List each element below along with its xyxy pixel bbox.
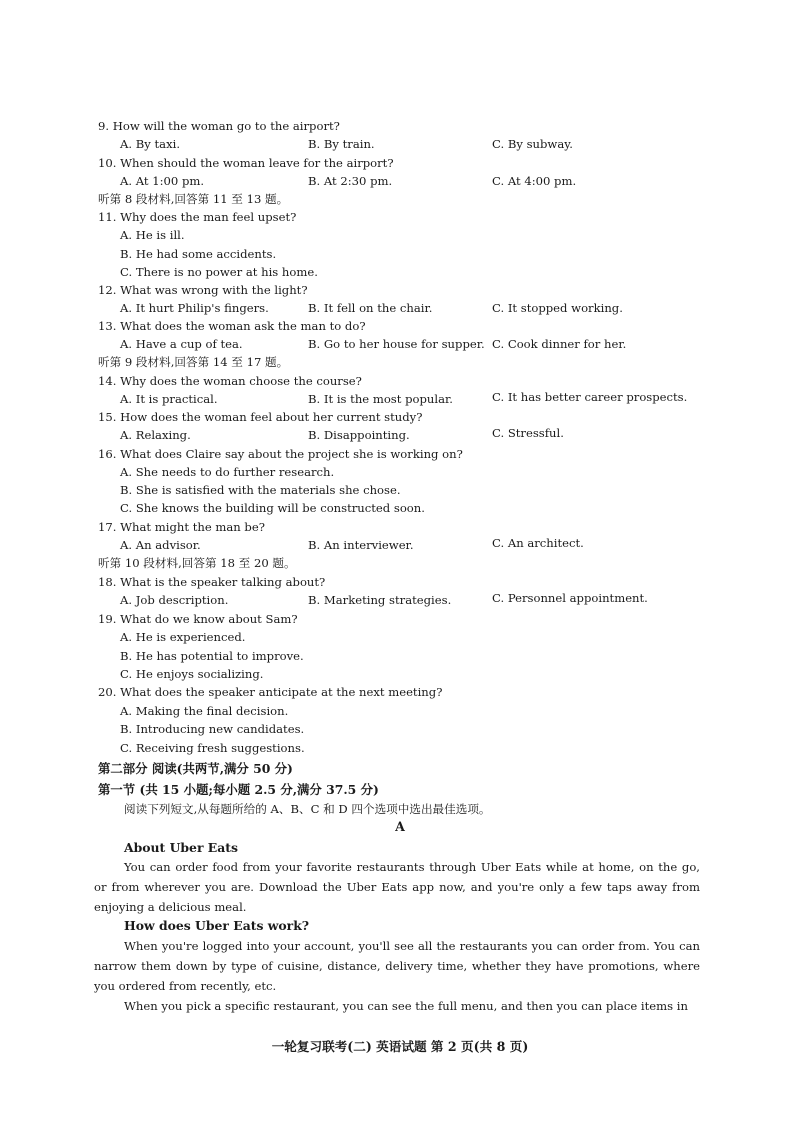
passage-letter: A	[395, 819, 405, 834]
question-19-stem: 19. What do we know about Sam?	[98, 612, 298, 626]
question-13-option-b: B. Go to her house for supper.	[308, 337, 485, 351]
question-19-option-a: A. He is experienced.	[120, 630, 246, 644]
question-20-option-b: B. Introducing new candidates.	[120, 722, 305, 736]
question-15-option-a: A. Relaxing.	[120, 428, 191, 442]
question-9-stem: 9. How will the woman go to the airport?	[98, 119, 340, 133]
question-11-option-c: C. There is no power at his home.	[120, 265, 318, 279]
question-20-option-a: A. Making the final decision.	[120, 704, 289, 718]
question-14-stem: 14. Why does the woman choose the course?	[98, 374, 362, 388]
question-13-option-a: A. Have a cup of tea.	[120, 337, 243, 351]
question-17-option-c: C. An architect.	[492, 536, 584, 550]
question-17-option-a: A. An advisor.	[120, 538, 201, 552]
question-12-option-c: C. It stopped working.	[492, 301, 623, 315]
paragraph-3: When you pick a specific restaurant, you can see the full menu, and then you can place items in	[124, 999, 688, 1013]
question-12-stem: 12. What was wrong with the light?	[98, 283, 308, 297]
section-9-instruction: 听第 9 段材料,回答第 14 至 17 题。	[98, 355, 289, 369]
question-13-option-c: C. Cook dinner for her.	[492, 337, 627, 351]
question-18-option-a: A. Job description.	[120, 593, 229, 607]
question-19-option-c: C. He enjoys socializing.	[120, 667, 264, 681]
question-9-option-a: A. By taxi.	[120, 137, 181, 151]
question-12-option-a: A. It hurt Philip's fingers.	[120, 301, 269, 315]
section-1-title: 第一节 (共 15 小题;每小题 2.5 分,满分 37.5 分)	[98, 782, 379, 797]
question-13-stem: 13. What does the woman ask the man to do?	[98, 319, 366, 333]
question-18-option-b: B. Marketing strategies.	[308, 593, 452, 607]
question-14-option-a: A. It is practical.	[120, 392, 218, 406]
question-9-option-c: C. By subway.	[492, 137, 573, 151]
question-15-option-c: C. Stressful.	[492, 426, 564, 440]
question-17-option-b: B. An interviewer.	[308, 538, 414, 552]
question-16-option-c: C. She knows the building will be constructed soon.	[120, 501, 425, 515]
question-12-option-b: B. It fell on the chair.	[308, 301, 433, 315]
question-11-option-a: A. He is ill.	[120, 228, 185, 242]
question-18-option-c: C. Personnel appointment.	[492, 591, 648, 605]
question-14-option-c: C. It has better career prospects.	[492, 390, 688, 404]
section-10-instruction: 听第 10 段材料,回答第 18 至 20 题。	[98, 556, 296, 570]
page-footer: 一轮复习联考(二) 英语试题 第 2 页(共 8 页)	[271, 1039, 529, 1054]
question-20-option-c: C. Receiving fresh suggestions.	[120, 741, 305, 755]
question-15-stem: 15. How does the woman feel about her current study?	[98, 410, 423, 424]
question-15-option-b: B. Disappointing.	[308, 428, 410, 442]
question-16-option-b: B. She is satisfied with the materials she chose.	[120, 483, 401, 497]
question-20-stem: 20. What does the speaker anticipate at the next meeting?	[98, 685, 443, 699]
question-14-option-b: B. It is the most popular.	[308, 392, 453, 406]
question-19-option-b: B. He has potential to improve.	[120, 649, 304, 663]
question-10-option-a: A. At 1:00 pm.	[120, 174, 205, 188]
paragraph-1: You can order food from your favorite restaurants through Uber Eats while at home, on the go, or from wherever you are. Download the Uber Eats app now, and you're only a few taps away from enjoying a delicious meal.	[94, 860, 700, 914]
section-8-instruction: 听第 8 段材料,回答第 11 至 13 题。	[98, 192, 289, 206]
reading-instruction: 阅读下列短文,从每题所给的 A、B、C 和 D 四个选项中选出最佳选项。	[124, 802, 491, 816]
question-16-stem: 16. What does Claire say about the project she is working on?	[98, 447, 463, 461]
question-11-option-b: B. He had some accidents.	[120, 247, 277, 261]
question-10-option-c: C. At 4:00 pm.	[492, 174, 577, 188]
heading-about-uber-eats: About Uber Eats	[124, 840, 238, 855]
question-9-option-b: B. By train.	[308, 137, 375, 151]
paragraph-2: When you're logged into your account, you'll see all the restaurants you can order from. You can narrow them down by type of cuisine, distance, delivery time, whether they have promotions, where you ordered from recently, etc.	[94, 939, 700, 993]
question-10-stem: 10. When should the woman leave for the airport?	[98, 156, 394, 170]
question-17-stem: 17. What might the man be?	[98, 520, 265, 534]
question-10-option-b: B. At 2:30 pm.	[308, 174, 393, 188]
question-11-stem: 11. Why does the man feel upset?	[98, 210, 297, 224]
part-2-title: 第二部分 阅读(共两节,满分 50 分)	[98, 761, 293, 776]
question-16-option-a: A. She needs to do further research.	[120, 465, 335, 479]
question-18-stem: 18. What is the speaker talking about?	[98, 575, 326, 589]
heading-how-it-works: How does Uber Eats work?	[124, 918, 310, 933]
